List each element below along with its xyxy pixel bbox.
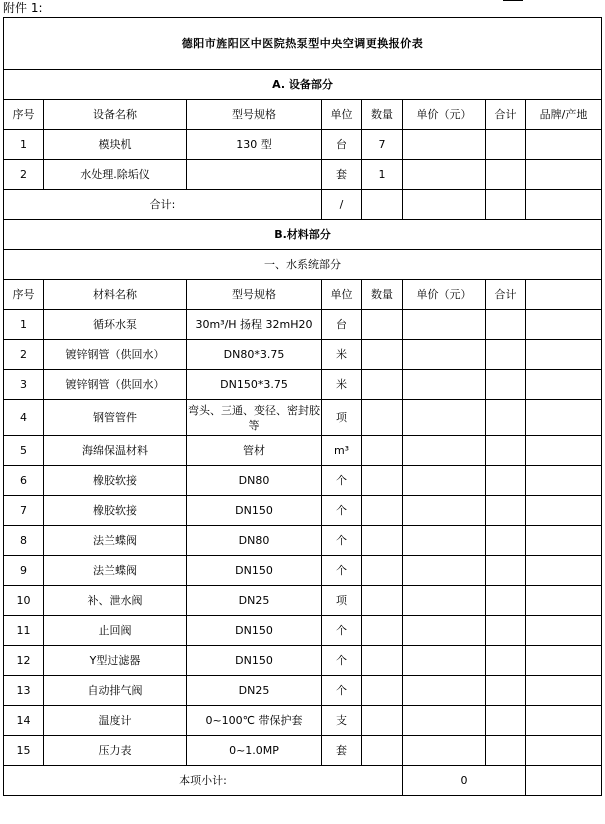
col-header: 材料名称 bbox=[44, 280, 187, 310]
unit-price-cell[interactable] bbox=[403, 736, 486, 766]
total-cell[interactable] bbox=[486, 556, 526, 586]
item-unit: 个 bbox=[322, 496, 362, 526]
row-number: 2 bbox=[4, 340, 44, 370]
item-name: 法兰蝶阀 bbox=[44, 526, 187, 556]
subtotal-row bbox=[4, 766, 602, 796]
material-row bbox=[4, 466, 602, 496]
item-unit: 个 bbox=[322, 646, 362, 676]
unit-price-cell[interactable] bbox=[403, 340, 486, 370]
row-number: 4 bbox=[4, 400, 44, 436]
row-number: 1 bbox=[4, 130, 44, 160]
item-spec: DN150 bbox=[187, 496, 322, 526]
item-spec: 0~100℃ 带保护套 bbox=[187, 706, 322, 736]
item-unit: 套 bbox=[322, 160, 362, 190]
unit-price-cell[interactable] bbox=[403, 526, 486, 556]
total-cell[interactable] bbox=[486, 340, 526, 370]
attachment-label: 附件 1: bbox=[3, 1, 43, 15]
total-cell[interactable] bbox=[486, 160, 526, 190]
item-spec: DN80*3.75 bbox=[187, 340, 322, 370]
blank-cell[interactable] bbox=[526, 706, 602, 736]
col-header: 单位 bbox=[322, 100, 362, 130]
item-name: 法兰蝶阀 bbox=[44, 556, 187, 586]
total-cell[interactable] bbox=[486, 736, 526, 766]
item-spec: 30m³/H 扬程 32mH20 bbox=[187, 310, 322, 340]
material-row bbox=[4, 496, 602, 526]
blank-header bbox=[526, 280, 602, 310]
item-unit: 项 bbox=[322, 586, 362, 616]
row-number: 14 bbox=[4, 706, 44, 736]
material-row bbox=[4, 340, 602, 370]
row-number: 13 bbox=[4, 676, 44, 706]
item-unit: 个 bbox=[322, 526, 362, 556]
qty-cell[interactable] bbox=[362, 556, 403, 586]
col-header: 数量 bbox=[362, 280, 403, 310]
unit-price-cell[interactable] bbox=[403, 466, 486, 496]
total-label: 合计: bbox=[4, 190, 322, 220]
total-cell[interactable] bbox=[486, 130, 526, 160]
row-number: 1 bbox=[4, 310, 44, 340]
total-brand-cell[interactable] bbox=[526, 190, 602, 220]
subtotal-label: 本项小计: bbox=[4, 766, 403, 796]
material-row bbox=[4, 676, 602, 706]
item-unit: 米 bbox=[322, 370, 362, 400]
item-spec: DN25 bbox=[187, 676, 322, 706]
qty-cell[interactable] bbox=[362, 466, 403, 496]
material-row bbox=[4, 436, 602, 466]
blank-cell[interactable] bbox=[526, 310, 602, 340]
total-cell[interactable] bbox=[486, 310, 526, 340]
material-row bbox=[4, 616, 602, 646]
material-row bbox=[4, 370, 602, 400]
total-cell[interactable] bbox=[486, 370, 526, 400]
item-unit: 支 bbox=[322, 706, 362, 736]
item-unit: 个 bbox=[322, 466, 362, 496]
total-cell[interactable] bbox=[486, 436, 526, 466]
blank-cell[interactable] bbox=[526, 676, 602, 706]
qty-cell[interactable] bbox=[362, 526, 403, 556]
item-unit: 项 bbox=[322, 400, 362, 436]
qty-cell[interactable] bbox=[362, 706, 403, 736]
title-row bbox=[4, 18, 602, 70]
item-unit: 米 bbox=[322, 340, 362, 370]
item-name: 钢管管件 bbox=[44, 400, 187, 436]
section-a-heading-row bbox=[4, 70, 602, 100]
material-row bbox=[4, 556, 602, 586]
item-unit: m³ bbox=[322, 436, 362, 466]
col-header: 单价（元） bbox=[403, 280, 486, 310]
quote-table bbox=[3, 17, 602, 796]
blank-cell[interactable] bbox=[526, 400, 602, 436]
blank-cell[interactable] bbox=[526, 766, 602, 796]
col-header: 型号规格 bbox=[187, 100, 322, 130]
total-cell[interactable] bbox=[486, 526, 526, 556]
total-unit: / bbox=[322, 190, 362, 220]
item-name: Y型过滤器 bbox=[44, 646, 187, 676]
row-number: 11 bbox=[4, 616, 44, 646]
item-name: 橡胶软接 bbox=[44, 496, 187, 526]
col-header: 数量 bbox=[362, 100, 403, 130]
item-unit: 个 bbox=[322, 556, 362, 586]
item-name: 橡胶软接 bbox=[44, 466, 187, 496]
item-name: 温度计 bbox=[44, 706, 187, 736]
total-cell[interactable] bbox=[486, 616, 526, 646]
item-spec: DN150*3.75 bbox=[187, 370, 322, 400]
item-qty: 1 bbox=[362, 160, 403, 190]
col-header: 单位 bbox=[322, 280, 362, 310]
blank-cell[interactable] bbox=[526, 526, 602, 556]
material-row bbox=[4, 526, 602, 556]
section-b-heading-row bbox=[4, 220, 602, 250]
blank-cell[interactable] bbox=[526, 496, 602, 526]
item-spec: DN150 bbox=[187, 616, 322, 646]
item-spec: DN150 bbox=[187, 646, 322, 676]
row-number: 8 bbox=[4, 526, 44, 556]
qty-cell[interactable] bbox=[362, 586, 403, 616]
blank-cell[interactable] bbox=[526, 466, 602, 496]
total-cell[interactable] bbox=[486, 400, 526, 436]
section-a-header-row bbox=[4, 100, 602, 130]
qty-cell[interactable] bbox=[362, 496, 403, 526]
unit-price-cell[interactable] bbox=[403, 160, 486, 190]
blank-cell[interactable] bbox=[526, 736, 602, 766]
equipment-row bbox=[4, 130, 602, 160]
blank-cell[interactable] bbox=[526, 556, 602, 586]
material-row bbox=[4, 586, 602, 616]
section-a-heading: A. 设备部分 bbox=[4, 70, 602, 100]
material-row bbox=[4, 646, 602, 676]
unit-price-cell[interactable] bbox=[403, 616, 486, 646]
unit-price-cell[interactable] bbox=[403, 496, 486, 526]
material-row bbox=[4, 706, 602, 736]
total-price-cell[interactable] bbox=[403, 190, 486, 220]
item-name: 循环水泵 bbox=[44, 310, 187, 340]
col-header: 合计 bbox=[486, 100, 526, 130]
item-unit: 台 bbox=[322, 310, 362, 340]
total-sum-cell[interactable] bbox=[486, 190, 526, 220]
unit-price-cell[interactable] bbox=[403, 706, 486, 736]
material-row bbox=[4, 310, 602, 340]
unit-price-cell[interactable] bbox=[403, 310, 486, 340]
item-spec: 管材 bbox=[187, 436, 322, 466]
qty-cell[interactable] bbox=[362, 340, 403, 370]
unit-price-cell[interactable] bbox=[403, 130, 486, 160]
blank-cell[interactable] bbox=[526, 586, 602, 616]
qty-cell[interactable] bbox=[362, 310, 403, 340]
col-header: 型号规格 bbox=[187, 280, 322, 310]
item-unit: 台 bbox=[322, 130, 362, 160]
item-spec: DN150 bbox=[187, 556, 322, 586]
unit-price-cell[interactable] bbox=[403, 586, 486, 616]
qty-cell[interactable] bbox=[362, 400, 403, 436]
row-number: 2 bbox=[4, 160, 44, 190]
item-unit: 个 bbox=[322, 676, 362, 706]
total-cell[interactable] bbox=[486, 496, 526, 526]
total-qty-cell[interactable] bbox=[362, 190, 403, 220]
qty-cell[interactable] bbox=[362, 676, 403, 706]
brand-cell[interactable] bbox=[526, 160, 602, 190]
item-spec: DN25 bbox=[187, 586, 322, 616]
top-rule bbox=[503, 0, 523, 1]
item-name: 水处理.除垢仪 bbox=[44, 160, 187, 190]
total-cell[interactable] bbox=[486, 676, 526, 706]
section-a-total-row bbox=[4, 190, 602, 220]
blank-cell[interactable] bbox=[526, 370, 602, 400]
total-cell[interactable] bbox=[486, 586, 526, 616]
row-number: 10 bbox=[4, 586, 44, 616]
col-header: 品牌/产地 bbox=[526, 100, 602, 130]
blank-cell[interactable] bbox=[526, 436, 602, 466]
item-name: 自动排气阀 bbox=[44, 676, 187, 706]
item-spec: 弯头、三通、变径、密封胶等 bbox=[187, 400, 322, 436]
row-number: 12 bbox=[4, 646, 44, 676]
unit-price-cell[interactable] bbox=[403, 646, 486, 676]
item-name: 压力表 bbox=[44, 736, 187, 766]
total-cell[interactable] bbox=[486, 646, 526, 676]
item-spec: DN80 bbox=[187, 526, 322, 556]
material-row bbox=[4, 736, 602, 766]
col-header: 序号 bbox=[4, 100, 44, 130]
row-number: 5 bbox=[4, 436, 44, 466]
item-spec: 0~1.0MP bbox=[187, 736, 322, 766]
row-number: 7 bbox=[4, 496, 44, 526]
row-number: 15 bbox=[4, 736, 44, 766]
item-name: 镀锌钢管（供回水） bbox=[44, 370, 187, 400]
row-number: 6 bbox=[4, 466, 44, 496]
item-name: 海绵保温材料 bbox=[44, 436, 187, 466]
item-unit: 个 bbox=[322, 616, 362, 646]
item-name: 镀锌钢管（供回水） bbox=[44, 340, 187, 370]
col-header: 单价（元） bbox=[403, 100, 486, 130]
item-spec: 130 型 bbox=[187, 130, 322, 160]
unit-price-cell[interactable] bbox=[403, 400, 486, 436]
unit-price-cell[interactable] bbox=[403, 370, 486, 400]
col-header: 合计 bbox=[486, 280, 526, 310]
qty-cell[interactable] bbox=[362, 616, 403, 646]
table-title: 德阳市旌阳区中医院热泵型中央空调更换报价表 bbox=[4, 18, 602, 70]
blank-cell[interactable] bbox=[526, 646, 602, 676]
item-name: 止回阀 bbox=[44, 616, 187, 646]
equipment-row bbox=[4, 160, 602, 190]
row-number: 9 bbox=[4, 556, 44, 586]
blank-cell[interactable] bbox=[526, 340, 602, 370]
brand-cell[interactable] bbox=[526, 130, 602, 160]
col-header: 设备名称 bbox=[44, 100, 187, 130]
section-b-header-row bbox=[4, 280, 602, 310]
item-unit: 套 bbox=[322, 736, 362, 766]
unit-price-cell[interactable] bbox=[403, 556, 486, 586]
qty-cell[interactable] bbox=[362, 736, 403, 766]
item-name: 模块机 bbox=[44, 130, 187, 160]
qty-cell[interactable] bbox=[362, 436, 403, 466]
section-b-subheading: 一、水系统部分 bbox=[4, 250, 602, 280]
item-name: 补、泄水阀 bbox=[44, 586, 187, 616]
qty-cell[interactable] bbox=[362, 370, 403, 400]
total-cell[interactable] bbox=[486, 466, 526, 496]
item-spec bbox=[187, 160, 322, 190]
unit-price-cell[interactable] bbox=[403, 676, 486, 706]
unit-price-cell[interactable] bbox=[403, 436, 486, 466]
item-qty: 7 bbox=[362, 130, 403, 160]
qty-cell[interactable] bbox=[362, 646, 403, 676]
subtotal-value: 0 bbox=[403, 766, 526, 796]
row-number: 3 bbox=[4, 370, 44, 400]
section-b-heading: B.材料部分 bbox=[4, 220, 602, 250]
total-cell[interactable] bbox=[486, 706, 526, 736]
section-b-subheading-row bbox=[4, 250, 602, 280]
material-row bbox=[4, 400, 602, 436]
item-spec: DN80 bbox=[187, 466, 322, 496]
blank-cell[interactable] bbox=[526, 616, 602, 646]
col-header: 序号 bbox=[4, 280, 44, 310]
